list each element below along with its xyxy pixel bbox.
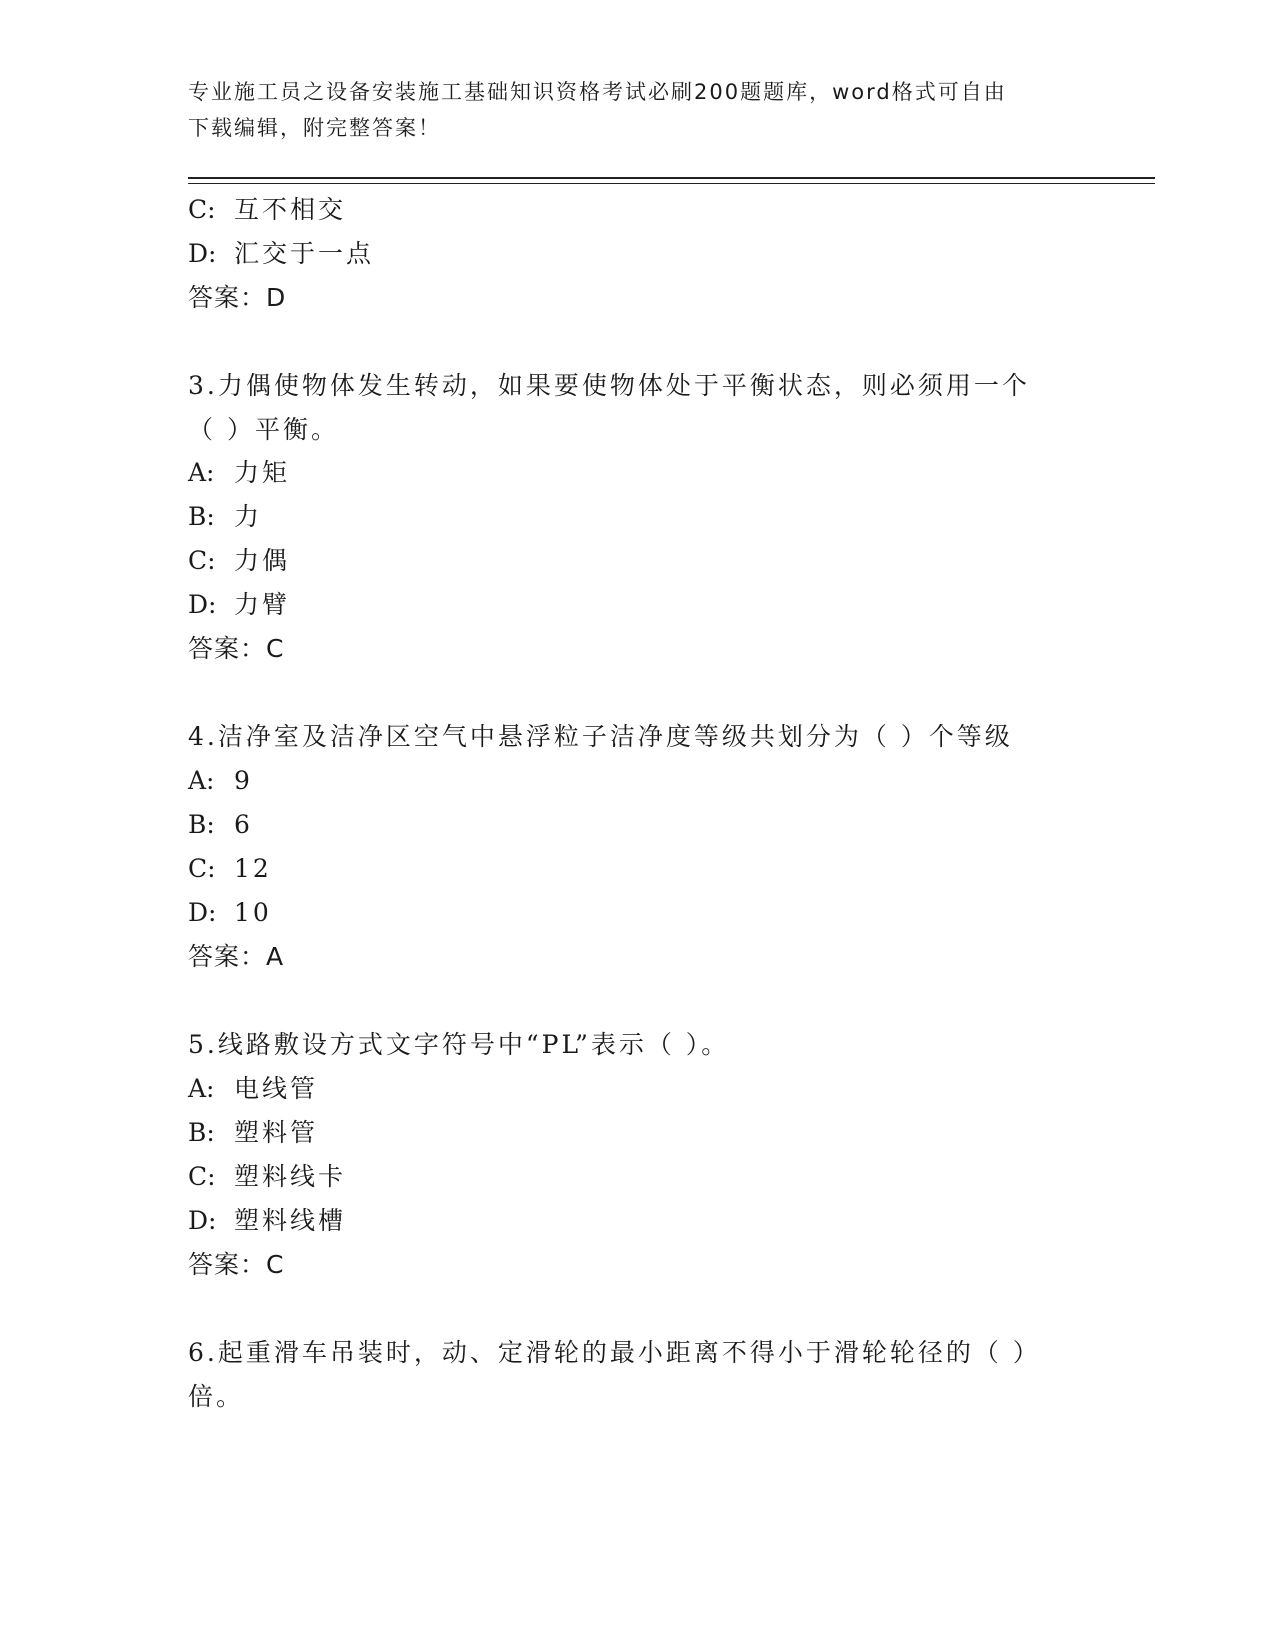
q5-answer: 答案：C (188, 1250, 285, 1279)
option-key: B: (188, 502, 215, 531)
option-key: A: (188, 766, 215, 795)
q2-option-c (188, 193, 346, 227)
option-key: A: (188, 1074, 215, 1103)
q3-stem-line-2: （ ）平衡。 (188, 415, 339, 444)
option-key: D: (188, 1206, 217, 1235)
option-key: C: (188, 546, 216, 575)
option-key: B: (188, 1118, 215, 1147)
header-divider-thick (188, 177, 1155, 179)
header-line-1: 专业施工员之设备安装施工基础知识资格考试必刷200题题库，word格式可自由 (188, 80, 1007, 104)
option-text: 12 (234, 854, 272, 883)
q3-option-d (188, 588, 290, 622)
header-divider-thin (188, 183, 1155, 184)
option-text: 6 (234, 810, 253, 839)
q5-option-b (188, 1116, 318, 1150)
q3-option-b (188, 500, 262, 534)
q4-option-b (188, 808, 253, 842)
q3-option-a (188, 456, 290, 490)
option-key: D: (188, 898, 217, 927)
option-key: C: (188, 854, 216, 883)
option-key: A: (188, 458, 215, 487)
option-text: 9 (234, 766, 253, 795)
option-text: 塑料线卡 (234, 1162, 347, 1191)
q5-option-d (188, 1204, 346, 1238)
q6-stem-line-2: 倍。 (188, 1382, 245, 1411)
option-key: D: (188, 239, 217, 268)
q5-stem-line-1: 5.线路敷设方式文字符号中“PL”表示（ ）。 (188, 1030, 730, 1059)
option-key: D: (188, 590, 217, 619)
option-text: 力矩 (234, 458, 291, 487)
q4-option-a (188, 764, 253, 798)
q3-answer: 答案：C (188, 634, 285, 663)
option-text: 力臂 (234, 590, 291, 619)
q3-option-c (188, 544, 290, 578)
document-header (188, 74, 1088, 146)
q2-answer: 答案：D (188, 283, 287, 312)
q5-option-a (188, 1072, 318, 1106)
q4-stem-line-1: 4.洁净室及洁净区空气中悬浮粒子洁净度等级共划分为（ ）个等级 (188, 722, 1013, 751)
q3-stem-line-1: 3.力偶使物体发生转动，如果要使物体处于平衡状态，则必须用一个 (188, 371, 1030, 400)
option-text: 电线管 (234, 1074, 319, 1103)
option-text: 力 (234, 502, 263, 531)
q4-option-d (188, 896, 272, 930)
option-text: 互不相交 (234, 195, 347, 224)
option-key: B: (188, 810, 215, 839)
option-text: 汇交于一点 (234, 239, 375, 268)
q2-option-d (188, 237, 374, 271)
option-text: 塑料线槽 (234, 1206, 347, 1235)
header-line-2: 下载编辑，附完整答案！ (188, 116, 441, 140)
q5-option-c (188, 1160, 346, 1194)
option-key: C: (188, 195, 216, 224)
q4-answer: 答案：A (188, 942, 285, 971)
option-text: 力偶 (234, 546, 291, 575)
option-text: 塑料管 (234, 1118, 319, 1147)
q6-stem-line-1: 6.起重滑车吊装时，动、定滑轮的最小距离不得小于滑轮轮径的（ ） (188, 1338, 1041, 1367)
option-text: 10 (234, 898, 272, 927)
option-key: C: (188, 1162, 216, 1191)
q4-option-c (188, 852, 272, 886)
